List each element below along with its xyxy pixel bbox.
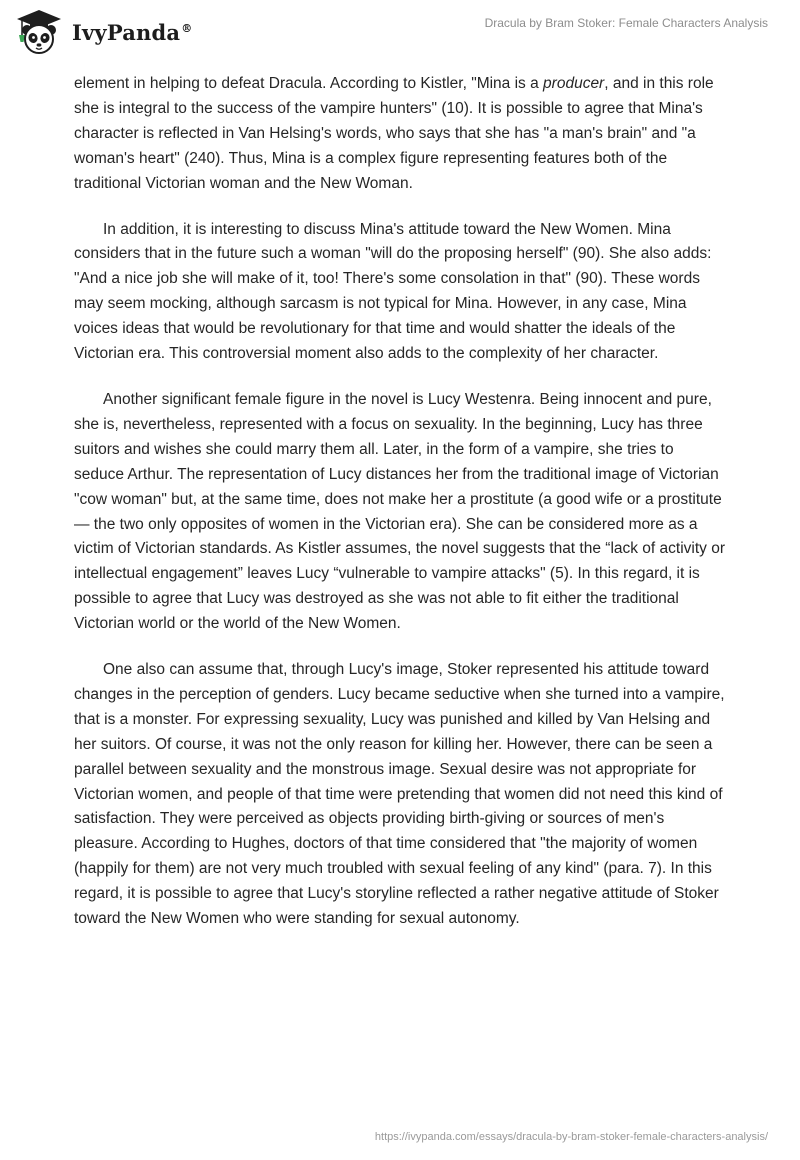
logo-text: IvyPanda® — [72, 19, 193, 45]
registered-mark: ® — [181, 21, 193, 35]
paragraph-2: In addition, it is interesting to discuss Mina's attitude toward the New Women. Mina considers that in the future such a woman "will do the proposing herself" (90). She also adds: "And a nice job she will make of it, too! There's some consolation in that" (90). These words may seem mocking, although sarcasm is not typical for Mina. However, in any case, Mina voices ideas that would be revolutionary for that time and would shatter the ideals of the Victorian era. This controversial moment also adds to the complexity of her character. — [74, 220, 712, 363]
document-title: Dracula by Bram Stoker: Female Characters Analysis — [484, 16, 768, 30]
source-url[interactable]: https://ivypanda.com/essays/dracula-by-bram-stoker-female-characters-analysis/ — [374, 1131, 768, 1143]
site-logo[interactable] — [14, 7, 192, 57]
paragraph-3: Another significant female figure in the novel is Lucy Westenra. Being innocent and pure, she is, nevertheless, represented with a focus on sexuality. In the beginning, Lucy has three suitors and wishes she could marry them all. Later, in the form of a vampire, she tries to seduce Arthur. The representation of Lucy distances her from the traditional image of Victorian "cow woman" but, at the same time, does not make her a prostitute (a good wife or a prostitute — the two only opposites of women in the Victorian era). She can be considered more as a victim of Victorian standards. As Kistler assumes, the novel suggests that the “lack of activity or intellectual engagement” leaves Lucy “vulnerable to vampire attacks" (5). In this regard, it is possible to agree that Lucy was destroyed as she was not able to fit either the traditional Victorian world or the world of the New Women. — [74, 390, 725, 633]
essay-body — [74, 72, 726, 953]
page-header — [0, 0, 800, 72]
panda-graduate-icon — [14, 8, 64, 56]
emphasis-producer: producer — [543, 75, 605, 92]
paragraph-1: element in helping to defeat Dracula. According to Kistler, "Mina is a producer, and in this role she is integral to the success of the vampire hunters" (10). It is possible to agree that Mina's character is reflected in Van Helsing's words, who says that she has "a man's brain" and "a woman's heart" (240). Thus, Mina is a complex figure representing features both of the traditional Victorian woman and the New Woman. — [74, 75, 714, 192]
paragraph-4: One also can assume that, through Lucy's image, Stoker represented his attitude toward changes in the perception of genders. Lucy became seductive when she turned into a vampire, that is a monster. For expressing sexuality, Lucy was punished and killed by Van Helsing and her suitors. Of course, it was not the only reason for killing her. However, there can be seen a parallel between sexuality and the monstrous image. Sexual desire was not appropriate for Victorian women, and people of that time were pretending that women did not need this kind of satisfaction. They were perceived as objects providing birth-giving or sources of men's pleasure. According to Hughes, doctors of that time considered that "the majority of women (happily for them) are not very much troubled with sexual feeling of any kind" (para. 7). In this regard, it is possible to agree that Lucy's storyline reflected a rather negative attitude of Stoker toward the New Women who were standing for sexual autonomy. — [74, 661, 725, 928]
